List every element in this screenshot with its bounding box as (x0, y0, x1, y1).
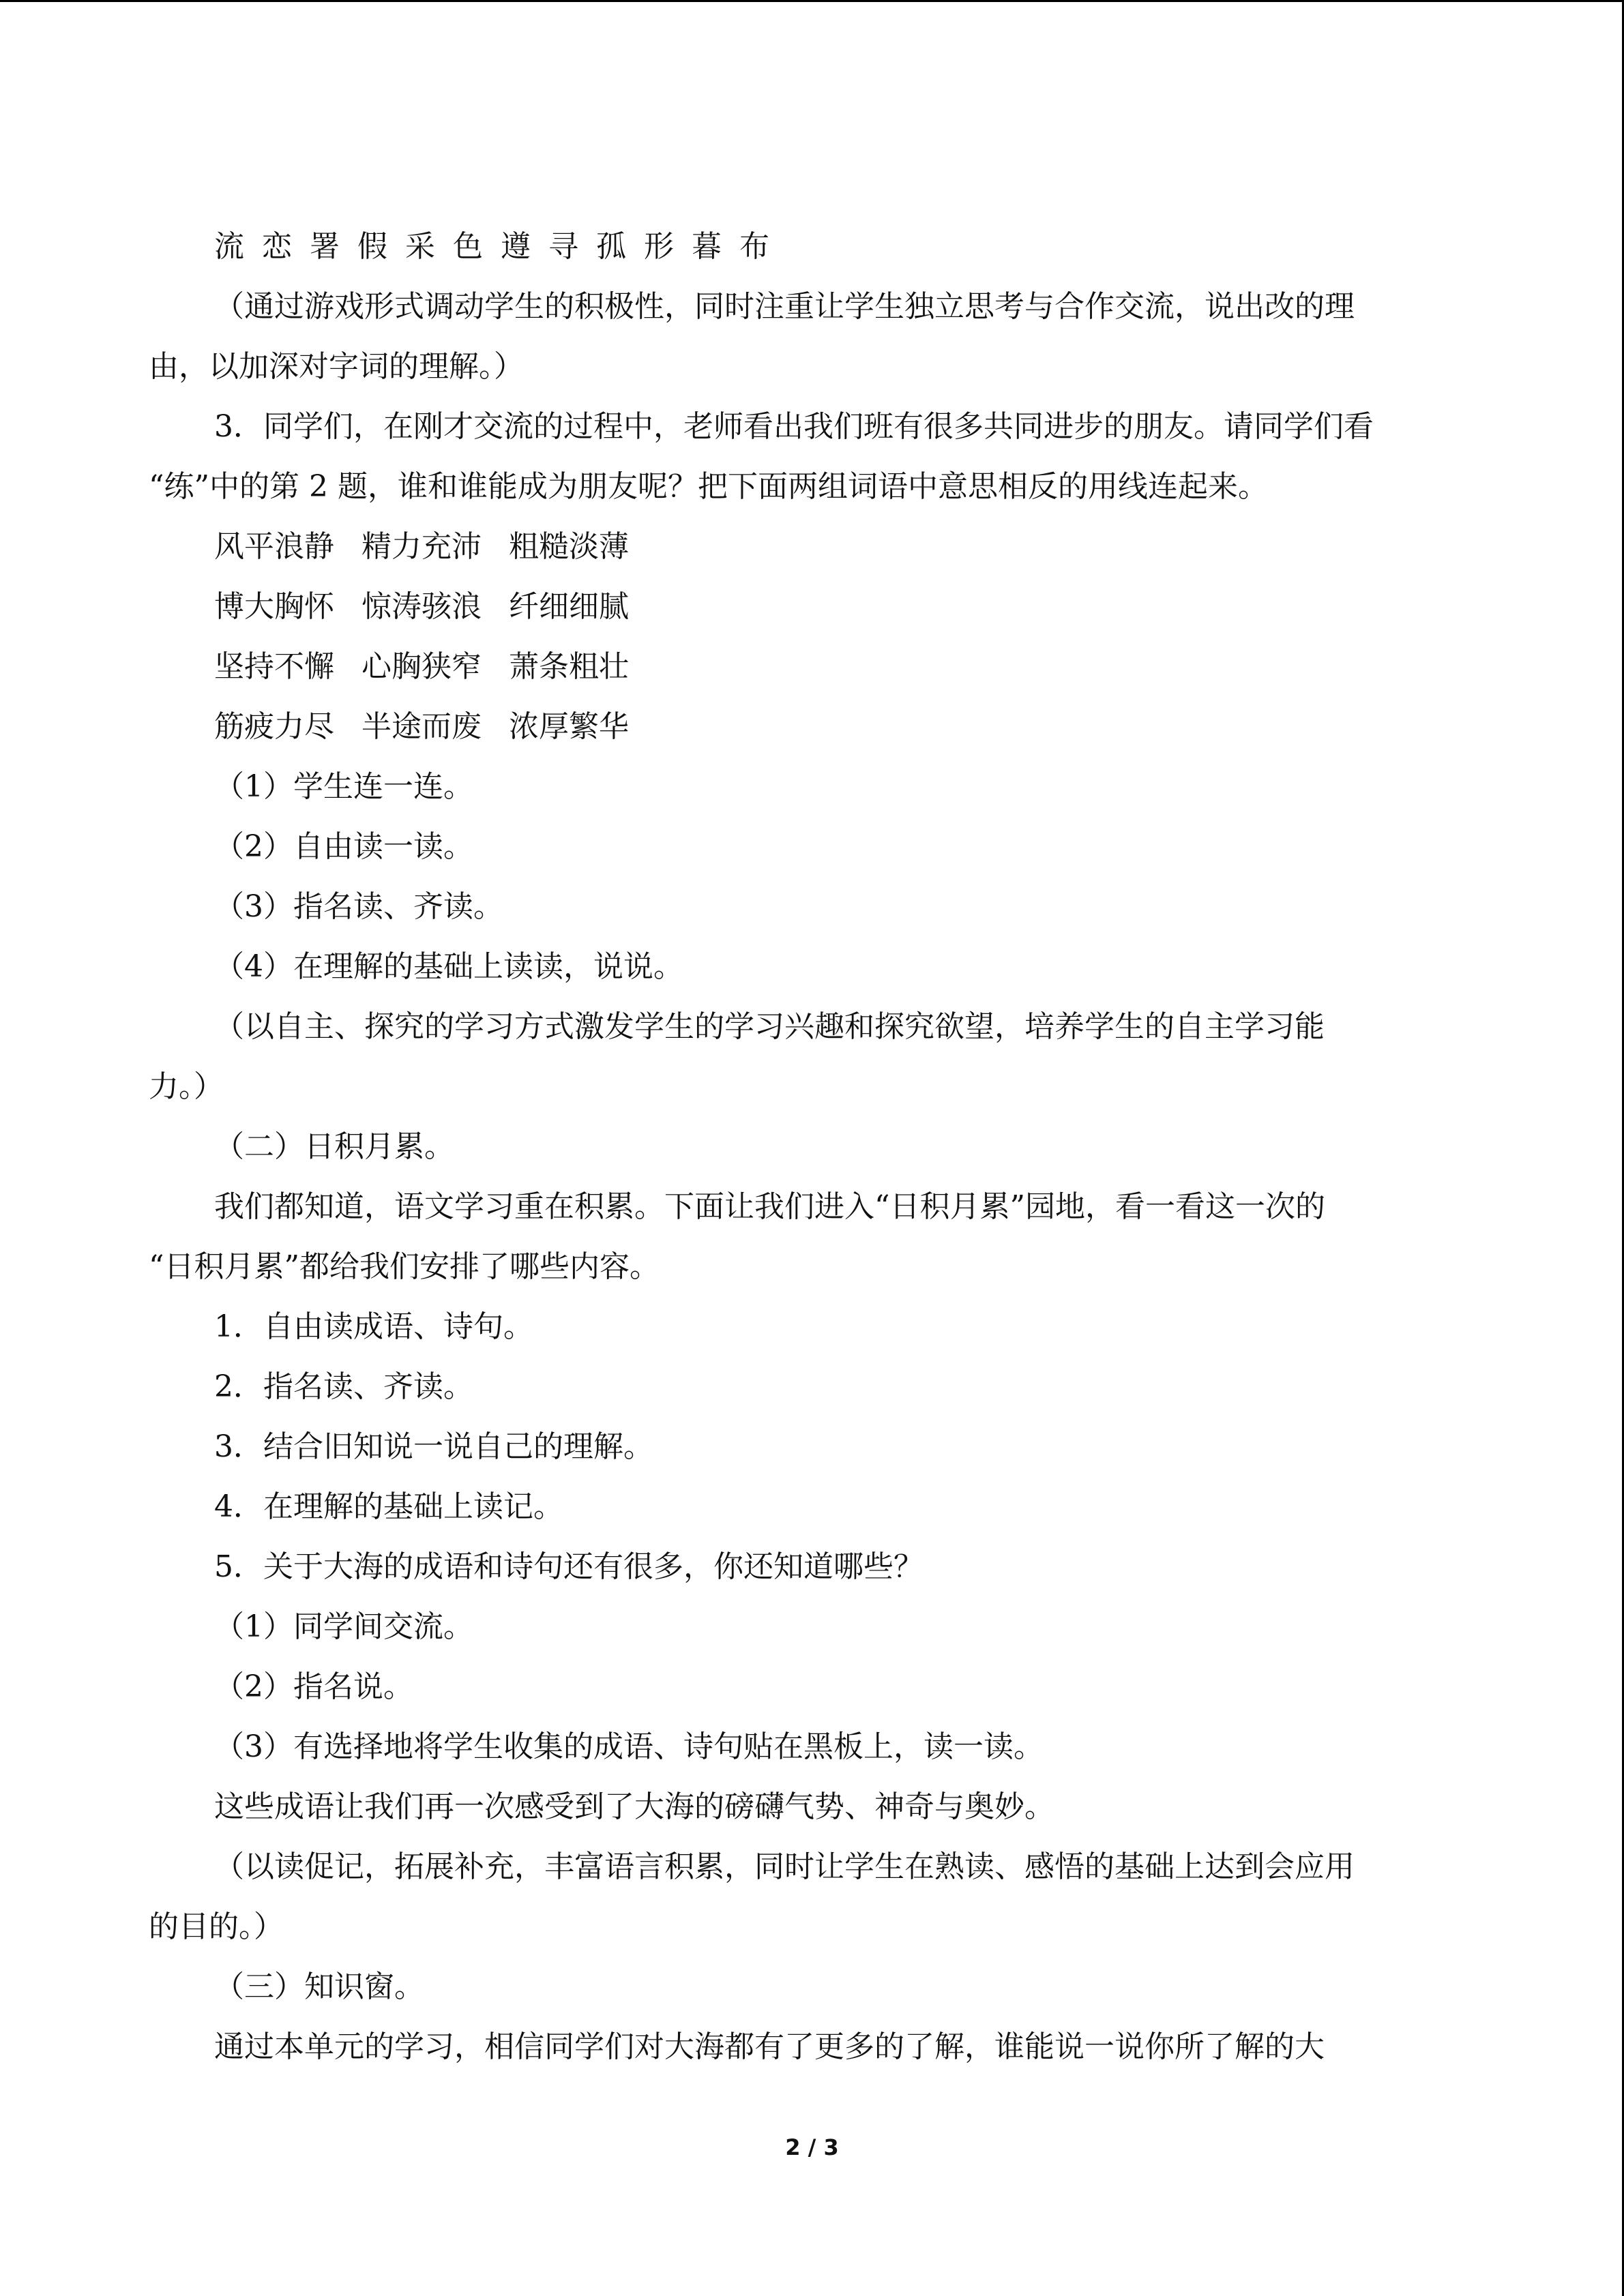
sub-step-item: （1）同学间交流。 (214, 1609, 473, 1644)
section-heading-3: （三）知识窗。 (214, 1969, 424, 2004)
paragraph-note-3a: （以读促记，拓展补充，丰富语言积累，同时让学生在熟读、感悟的基础上达到会应用 (214, 1849, 1355, 1884)
word-item: 精力充沛 (361, 529, 482, 564)
sub-step-item: （3）有选择地将学生收集的成语、诗句贴在黑板上，读一读。 (214, 1729, 1044, 1764)
word-row (149, 577, 1479, 637)
paragraph-intro-b: “日积月累”都给我们安排了哪些内容。 (149, 1249, 660, 1284)
word-item: 风平浪静 (214, 529, 334, 564)
paragraph-note-1a: （通过游戏形式调动学生的积极性，同时注重让学生独立思考与合作交流，说出改的理 (214, 289, 1355, 324)
word-item: 萧条粗壮 (509, 649, 629, 684)
paragraph-note-2b: 力。） (149, 1069, 224, 1104)
document-body (149, 217, 1479, 2077)
step-item: （4）在理解的基础上读读，说说。 (214, 949, 683, 984)
word-item: 粗糙淡薄 (509, 529, 629, 564)
word-item: 惊涛骇浪 (361, 589, 482, 624)
paragraph-knowledge: 通过本单元的学习，相信同学们对大海都有了更多的了解，谁能说一说你所了解的大 (214, 2029, 1325, 2064)
paragraph-task-3b: “练”中的第 2 题，谁和谁能成为朋友呢？把下面两组词语中意思相反的用线连起来。 (149, 469, 1268, 504)
step-item: 2．指名读、齐读。 (214, 1369, 473, 1404)
paragraph-note-1b: 由，以加深对字词的理解。） (149, 349, 524, 384)
paragraph-note-2a: （以自主、探究的学习方式激发学生的学习兴趣和探究欲望，培养学生的自主学习能 (214, 1009, 1325, 1044)
word-item: 纤细细腻 (509, 589, 629, 624)
word-item: 浓厚繁华 (509, 709, 629, 744)
word-row (149, 637, 1479, 697)
step-item: 4．在理解的基础上读记。 (214, 1489, 563, 1524)
step-item: （3）指名读、齐读。 (214, 889, 503, 924)
word-item: 博大胸怀 (214, 589, 334, 624)
paragraph-summary: 这些成语让我们再一次感受到了大海的磅礴气势、神奇与奥妙。 (214, 1789, 1054, 1824)
word-item: 筋疲力尽 (214, 709, 334, 744)
word-item: 心胸狭窄 (361, 649, 482, 684)
section-heading-2: （二）日积月累。 (214, 1129, 454, 1164)
word-item: 坚持不懈 (214, 649, 334, 684)
sub-step-item: （2）指名说。 (214, 1669, 413, 1704)
paragraph-intro-a: 我们都知道，语文学习重在积累。下面让我们进入“日积月累”园地，看一看这一次的 (214, 1189, 1325, 1224)
page-border-top (0, 0, 1624, 2)
paragraph-task-3a: 3．同学们，在刚才交流的过程中，老师看出我们班有很多共同进步的朋友。请同学们看 (214, 409, 1374, 444)
word-row (149, 517, 1479, 577)
word-row (149, 697, 1479, 757)
step-item: （1）学生连一连。 (214, 769, 473, 804)
step-item: 5．关于大海的成语和诗句还有很多，你还知道哪些？ (214, 1549, 924, 1584)
character-list: 流恋署假采色遵寻孤形暮布 (214, 229, 787, 264)
step-item: （2）自由读一读。 (214, 829, 473, 864)
step-item: 3．结合旧知说一说自己的理解。 (214, 1429, 653, 1464)
step-item: 1．自由读成语、诗句。 (214, 1309, 533, 1344)
paragraph-note-3b: 的目的。） (149, 1909, 284, 1944)
word-item: 半途而废 (361, 709, 482, 744)
page-number: 2 / 3 (785, 2134, 839, 2160)
